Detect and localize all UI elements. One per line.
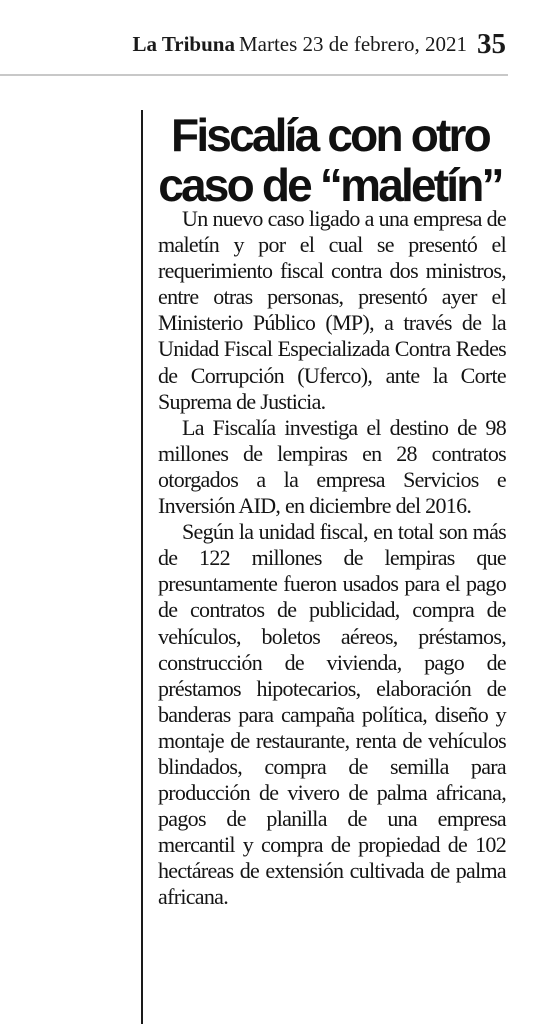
page-number: 35: [477, 28, 506, 60]
page-header: [0, 28, 506, 68]
newspaper-name: La Tribuna: [132, 32, 235, 56]
column-divider: [141, 110, 143, 1024]
article-paragraph: La Fiscalía investiga el destino de 98 millones de lempiras en 28 contratos otorgados a la empresa Servicios e Inversión AID, en diciembre del 2016.: [158, 414, 506, 519]
article-paragraph: Según la unidad fiscal, en total son más de 122 millones de lempiras que presuntamente fueron usados para el pago de contratos de publicidad, compra de vehículos, boletos aéreos, préstamos, construcción de vivienda, pago de préstamos hipotecarios, elaboración de banderas para campaña política, diseño y montaje de restaurante, renta de vehículos blindados, compra de semilla para producción de vivero de palma africana, pagos de planilla de una empresa mercantil y compra de propiedad de 102 hectáreas de extensión cultivada de palma africana.: [158, 519, 506, 910]
article-headline: Fiscalía con otro caso de “maletín”: [158, 109, 502, 211]
header-divider: [0, 74, 508, 76]
article-body: [158, 206, 506, 911]
publication-date: Martes 23 de febrero, 2021: [238, 32, 467, 56]
article-paragraph: Un nuevo caso ligado a una empresa de maletín y por el cual se presentó el requerimiento fiscal contra dos ministros, entre otras personas, presentó ayer el Ministerio Público (MP), a través de la Unidad Fiscal Especializada Contra Redes de Corrupción (Uferco), ante la Corte Suprema de Justicia.: [158, 206, 506, 414]
